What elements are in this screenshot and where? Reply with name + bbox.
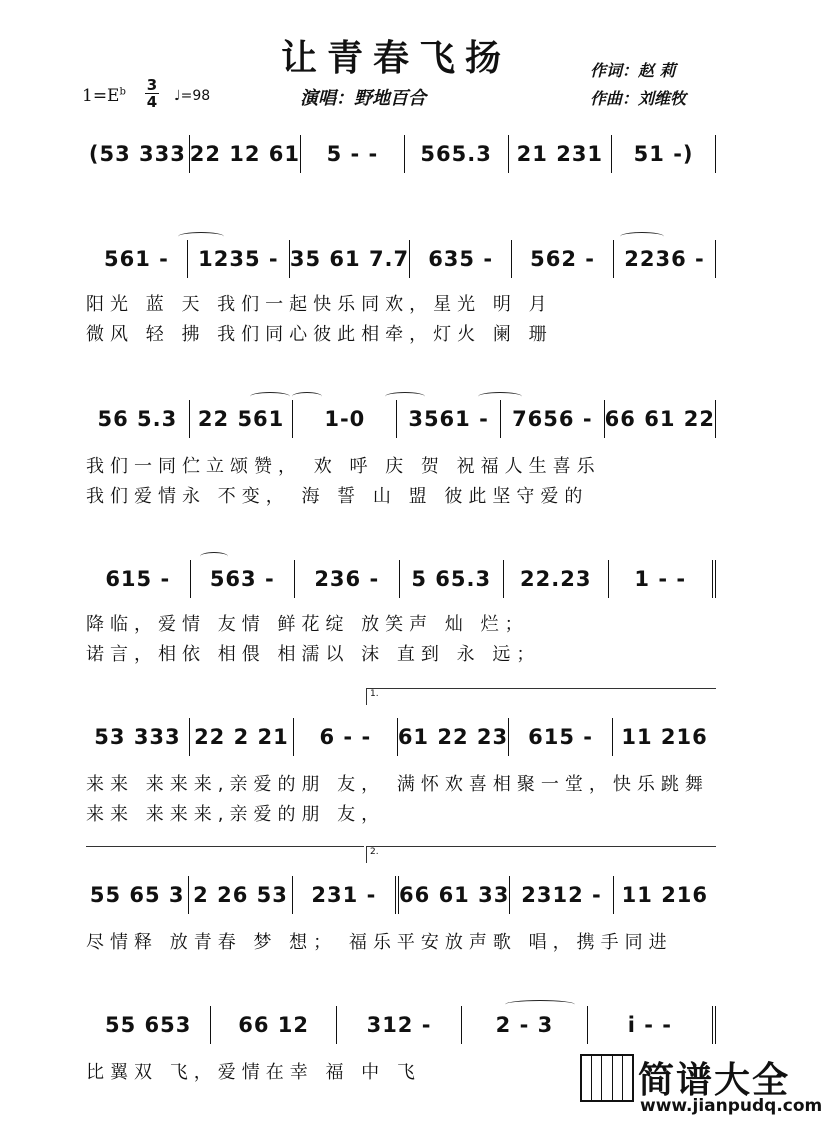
lyric-line-2: 诺言，相依 相偎 相濡以 沫 直到 永 远；: [86, 644, 541, 665]
measures: [86, 560, 716, 598]
measure: 236 -: [295, 560, 400, 598]
lyric-line-1: 来来 来来来,亲爱的朋 友， 满怀欢喜相聚一堂，快乐跳舞: [86, 774, 709, 795]
measure: 6 - -: [294, 718, 398, 756]
volta-label: 2.: [370, 847, 379, 857]
slur-arc: [292, 392, 322, 401]
measure-repeat-end: 231 -: [293, 876, 399, 914]
measure-repeat-end: 1 - -: [609, 560, 717, 598]
measure: 1235 -: [188, 240, 290, 278]
measures: [86, 400, 716, 438]
measure: 61 22 23: [398, 718, 509, 756]
measure: 22.23: [504, 560, 609, 598]
time-signature: [145, 78, 159, 109]
volta-second-ending: [366, 846, 716, 863]
lyric-line-1: 阳光 蓝 天 我们一起快乐同欢，星光 明 月: [86, 294, 553, 315]
slur-arc: [200, 552, 228, 561]
time-bottom: 4: [146, 93, 158, 111]
measure: 1-0: [293, 400, 397, 438]
measure: 2312 -: [510, 876, 613, 914]
composer-credit: 作曲：刘维牧: [590, 89, 687, 108]
watermark-url: www.jianpudq.com: [640, 1096, 822, 1116]
lyric-line-2: 微风 轻 拂 我们同心彼此相牵，灯火 阑 珊: [86, 324, 553, 345]
key-flat: b: [119, 86, 126, 98]
measure: 562 -: [512, 240, 614, 278]
measures: [86, 876, 716, 914]
measures: [86, 135, 716, 173]
measure: (53 333: [86, 135, 190, 173]
volta-divider: [86, 846, 364, 847]
watermark-title: 简谱大全: [638, 1060, 791, 1101]
measure: 5 - -: [301, 135, 405, 173]
measure: 55 653: [86, 1006, 211, 1044]
lyric-line-1: 尽情释 放青春 梦 想； 福乐平安放声歌 唱，携手同进: [86, 932, 673, 953]
measure: 11 216: [621, 883, 709, 907]
measures: [86, 718, 716, 756]
lyric-line-1: 降临，爱情 友情 鲜花绽 放笑声 灿 烂；: [86, 614, 529, 635]
slur-arc: [178, 232, 224, 241]
measure: 55 65 3: [86, 876, 189, 914]
slur-arc: [620, 232, 664, 241]
time-top: 3: [146, 76, 158, 94]
tempo-marking: ♩=98: [174, 88, 211, 104]
measure: 565.3: [405, 135, 509, 173]
volta-label: 1.: [370, 689, 379, 699]
lyric-line-1: 比翼双 飞，爱情在幸 福 中 飞: [86, 1062, 421, 1083]
measure: 22 2 21: [190, 718, 294, 756]
measure: 21 231: [509, 135, 613, 173]
measure: 2 - 3: [462, 1006, 587, 1044]
singer-credit: 演唱：野地百合: [300, 88, 426, 109]
measure: 2236 -: [614, 240, 716, 278]
measure: 56 5.3: [86, 400, 190, 438]
measure: 22 561: [190, 400, 294, 438]
measure: 35 61 7.7: [290, 240, 410, 278]
measure: 312 -: [337, 1006, 462, 1044]
measures: [86, 240, 716, 278]
measure-final: i - -: [588, 1006, 716, 1044]
slur-arc: [478, 392, 522, 401]
measure: 561 -: [86, 240, 188, 278]
measure: 66 12: [211, 1006, 336, 1044]
lyric-line-2: 来来 来来来,亲爱的朋 友，: [86, 804, 386, 825]
measure: 615 -: [509, 718, 613, 756]
measures: [86, 1006, 716, 1044]
measure: 563 -: [191, 560, 296, 598]
measure: 635 -: [410, 240, 512, 278]
volta-first-ending: [366, 688, 716, 705]
measure: 66 61 33: [399, 876, 510, 914]
measure: 3561 -: [397, 400, 501, 438]
lyricist-credit: 作词：赵 莉: [590, 61, 676, 80]
measure: 11 216: [621, 725, 708, 749]
slur-arc: [505, 1000, 575, 1009]
key-signature: [82, 86, 126, 106]
slur-arc: [250, 392, 290, 401]
slur-arc: [385, 392, 425, 401]
measure: 51 -): [612, 135, 716, 173]
lyric-line-1: 我们一同伫立颂赞， 欢 呼 庆 贺 祝福人生喜乐: [86, 456, 601, 477]
measure: 2 26 53: [189, 876, 292, 914]
measure: 5 65.3: [400, 560, 505, 598]
measure: 7656 -: [501, 400, 605, 438]
measure: 22 12 61: [190, 135, 301, 173]
piano-icon: [580, 1054, 634, 1102]
measure: 615 -: [86, 560, 191, 598]
watermark: [580, 1050, 822, 1116]
measure: 53 333: [86, 718, 190, 756]
key-text: 1=E: [82, 86, 120, 106]
lyric-line-2: 我们爱情永 不变， 海 誓 山 盟 彼此坚守爱的: [86, 486, 589, 507]
measure: 66 61 22: [605, 400, 716, 438]
score-title: 让青春飞扬: [280, 37, 511, 79]
